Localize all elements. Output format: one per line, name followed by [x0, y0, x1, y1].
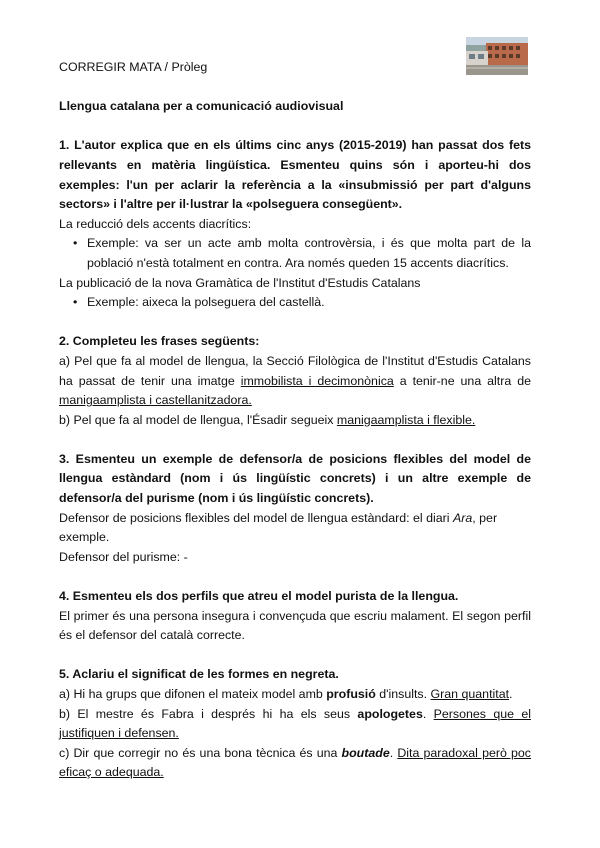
q5-c-middle: .: [389, 745, 398, 760]
q2-answer-b: [59, 411, 531, 431]
q5-a-underlined: Gran quantitat: [430, 687, 510, 701]
question-2: 2. Completeu les frases següents:: [59, 334, 260, 349]
q5-a-text: a) Hi ha grups que difonen el mateix model amb: [59, 687, 327, 701]
q1-example-1: • Exemple: va ser un acte amb molta controvèrsia, i és que molta part de la població n'està totalment en contra. Ara només queden 15 accents diacrítics.: [87, 234, 531, 273]
question-3: 3. Esmenteu un exemple de defensor/a de posicions flexibles del model de llengua estàndard (nom i ús lingüístic concrets) i un altre exemple de defensor/a del purisme (nom i ús lingüístic concrets).: [59, 451, 531, 506]
q5-answer-a: [59, 685, 531, 705]
q2-b-text: b) Pel que fa al model de llengua, l'Ésadir segueix: [59, 412, 337, 427]
question-1: 1. L'autor explica que en els últims cinc anys (2015-2019) han passat dos fets rellevants en matèria lingüística. Esmenteu quins són i aporteu-hi dos exemples: l'un per aclarir la referència a la «insubmissió per part d'alguns sectors» i l'altre per il·lustrar la «polseguera consegüent».: [59, 138, 531, 212]
q2-a-middle: a tenir-ne una altra de: [393, 373, 531, 388]
q5-b-text: b) El mestre és Fabra i després hi ha els seus: [59, 706, 358, 721]
q4-answer: El primer és una persona insegura i convençuda que escriu malament. El segon perfil és el defensor del català correcte.: [59, 608, 531, 643]
q2-answer-a: [59, 352, 531, 411]
q3-a1-post: , per exemple.: [59, 510, 498, 545]
q1-list-1: [59, 234, 531, 273]
q2-a-underlined-1: immobilista i decimonònica: [240, 373, 394, 388]
question-4: 4. Esmenteu els dos perfils que atreu el model purista de la llengua.: [59, 589, 459, 604]
q3-answer-1: [59, 509, 531, 548]
q3-answer-2: Defensor del purisme: -: [59, 549, 188, 564]
q2-a-underlined-2: manigaamplista i castellanitzadora.: [59, 393, 252, 408]
q5-b-bold: apologetes: [357, 706, 423, 721]
q2-a-text: a) Pel que fa al model de llengua, la Secció Filològica de l'Institut d'Estudis Catalans ha passat de tenir una imatge: [59, 353, 531, 388]
q1-example-2: • Exemple: aixeca la polseguera del castellà.: [87, 293, 531, 313]
header-title: CORREGIR MATA / Pròleg: [59, 60, 208, 74]
q5-answer-c: [59, 744, 531, 783]
q5-c-text: c) Dir que corregir no és una bona tècnica és una: [59, 745, 342, 760]
q2-b-underlined: manigaamplista i flexible.: [336, 412, 476, 427]
q5-b-underlined: Persones que el justifiquen i defensen.: [59, 706, 531, 741]
q3-a1-italic: Ara: [452, 510, 473, 525]
q3-a1-text: Defensor de posicions flexibles del model de llengua estàndard: el diari: [59, 510, 453, 525]
q5-a-bold: profusió: [326, 687, 376, 701]
q5-b-middle: .: [422, 706, 434, 721]
q5-c-bold-italic: boutade: [341, 745, 390, 760]
q5-a-middle: d'insults.: [375, 687, 431, 701]
q5-c-underlined: Dita paradoxal però poc eficaç o adequada.: [59, 745, 531, 780]
question-5: 5. Aclariu el significat de les formes en negreta.: [59, 667, 339, 682]
q5-a-post: .: [509, 687, 513, 701]
q1-fact-1: La reducció dels accents diacrítics:: [59, 216, 252, 231]
q1-list-2: [59, 293, 531, 313]
document-body: [59, 58, 531, 783]
subject-title: Llengua catalana per a comunicació audiovisual: [59, 99, 344, 114]
q5-answer-b: [59, 705, 531, 744]
q1-fact-2: La publicació de la nova Gramàtica de l'Institut d'Estudis Catalans: [59, 275, 421, 290]
